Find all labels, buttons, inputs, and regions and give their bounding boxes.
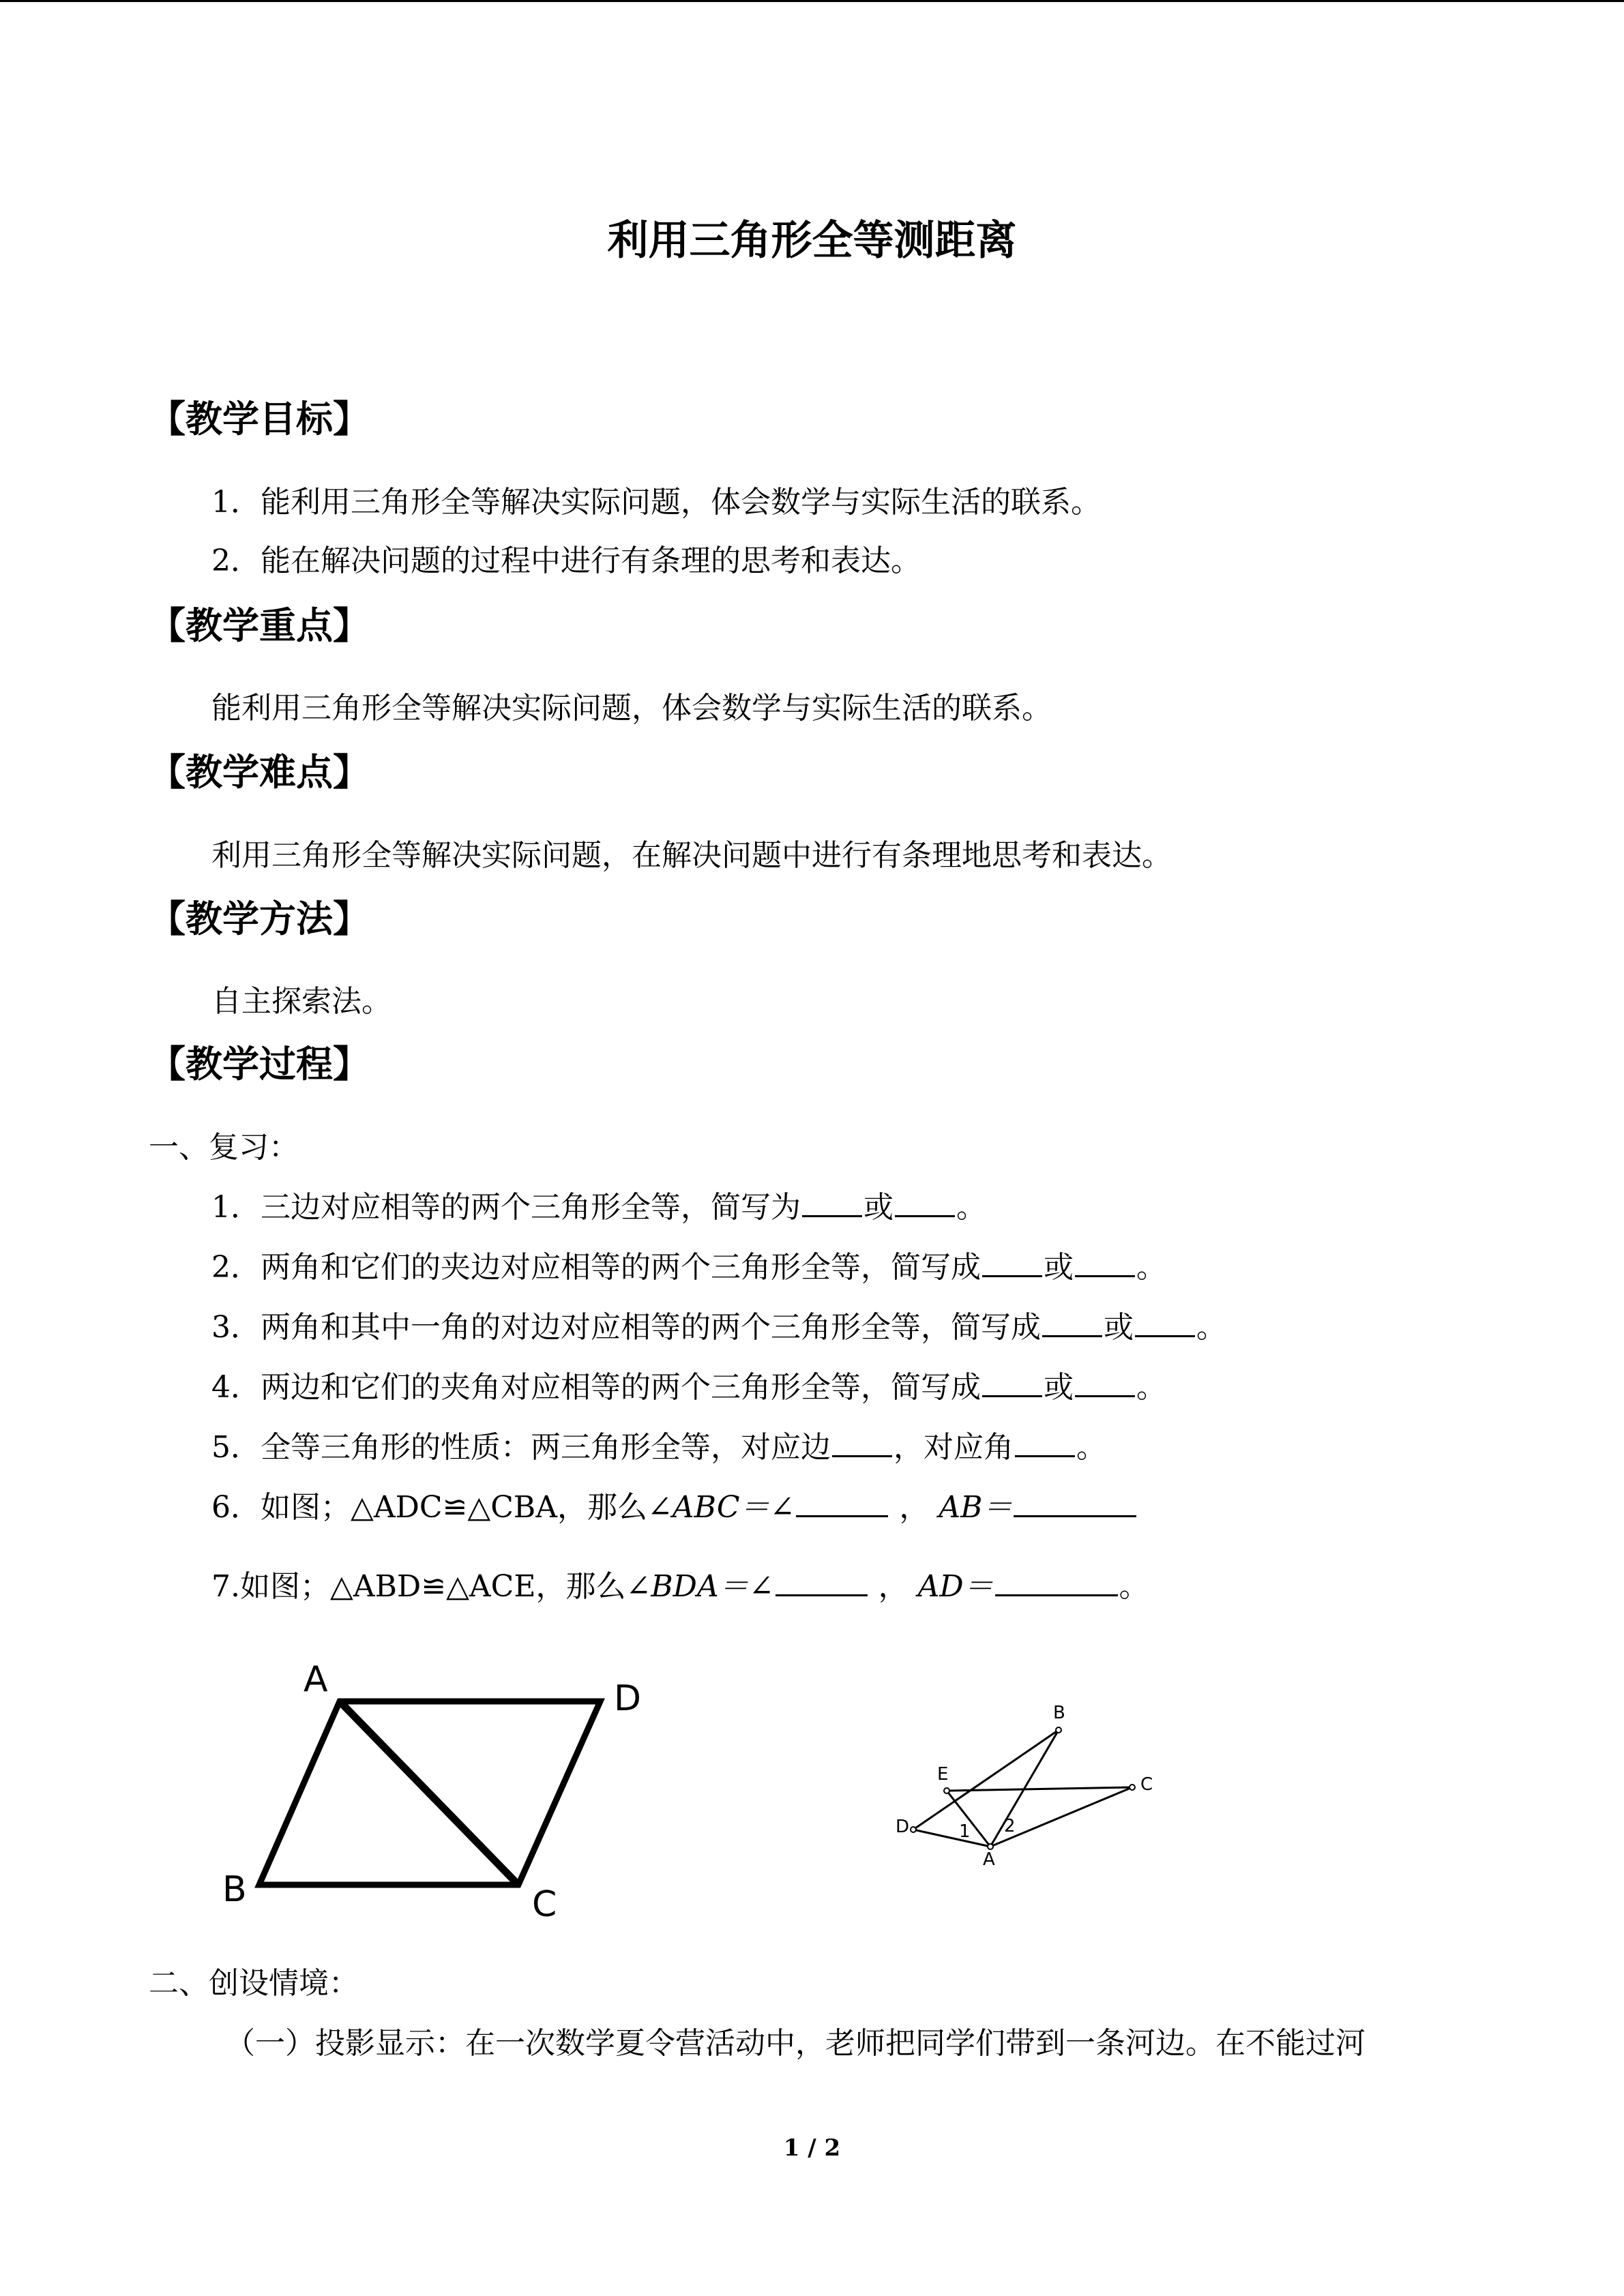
review-question-3 xyxy=(211,1302,1226,1346)
heading-method: 【教学方法】 xyxy=(149,897,370,940)
q5-end: 。 xyxy=(1076,1430,1106,1465)
answer-blank[interactable] xyxy=(832,1428,892,1457)
q2-end: 。 xyxy=(1136,1250,1166,1285)
point-d xyxy=(911,1827,916,1832)
answer-blank[interactable] xyxy=(895,1188,955,1217)
label-c: C xyxy=(1140,1774,1153,1795)
answer-blank[interactable] xyxy=(1075,1248,1135,1277)
review-question-7 xyxy=(211,1562,1149,1605)
answer-blank[interactable] xyxy=(982,1368,1042,1397)
q7-end: 。 xyxy=(1119,1569,1149,1604)
q2-text: 2．两角和它们的夹边对应相等的两个三角形全等，简写成 xyxy=(211,1250,981,1285)
label-a: A xyxy=(983,1849,995,1870)
angle-label-2: 2 xyxy=(1004,1816,1016,1836)
label-d: D xyxy=(896,1817,910,1837)
answer-blank[interactable] xyxy=(1014,1488,1136,1517)
goal-1: 1．能利用三角形全等解决实际问题，体会数学与实际生活的联系。 xyxy=(211,485,1101,520)
q3-text: 3．两角和其中一角的对边对应相等的两个三角形全等，简写成 xyxy=(211,1310,1041,1345)
q5-text: 5．全等三角形的性质：两三角形全等，对应边 xyxy=(211,1430,831,1465)
heading-process: 【教学过程】 xyxy=(149,1043,370,1086)
segment-bd xyxy=(913,1730,1059,1830)
diagonal-ac xyxy=(340,1701,518,1885)
q7-text: 7.如图；△ABD≌△ACE，那么 xyxy=(211,1569,626,1604)
q7-expression: ∠BDA＝∠ xyxy=(625,1569,774,1604)
point-c xyxy=(1130,1785,1135,1790)
answer-blank[interactable] xyxy=(982,1248,1042,1277)
q6-expression-2: AB＝ xyxy=(939,1490,1013,1525)
triangles-figure xyxy=(887,1698,1173,1875)
q1-end: 。 xyxy=(956,1190,986,1225)
heading-goals: 【教学目标】 xyxy=(149,398,370,441)
q4-text: 4．两边和它们的夹角对应相等的两个三角形全等，简写成 xyxy=(211,1370,981,1405)
label-b: B xyxy=(1053,1703,1065,1723)
situation-heading: 二、创设情境： xyxy=(149,1966,359,2001)
goal-2: 2．能在解决问题的过程中进行有条理的思考和表达。 xyxy=(211,543,921,578)
q4-or: 或 xyxy=(1044,1370,1074,1405)
page-number: 1 / 2 xyxy=(783,2134,841,2162)
answer-blank[interactable] xyxy=(1042,1308,1102,1337)
q3-or: 或 xyxy=(1104,1310,1134,1345)
answer-blank[interactable] xyxy=(776,1567,868,1596)
review-question-1 xyxy=(211,1182,986,1226)
q6-expression: ∠ABC＝∠ xyxy=(647,1490,795,1525)
review-question-2 xyxy=(211,1242,1166,1286)
difficulty-text: 利用三角形全等解决实际问题，在解决问题中进行有条理地思考和表达。 xyxy=(211,838,1172,873)
review-question-6 xyxy=(211,1482,1138,1526)
answer-blank[interactable] xyxy=(1075,1368,1135,1397)
parallelogram-figure xyxy=(218,1664,655,1923)
heading-key: 【教学重点】 xyxy=(149,604,370,647)
label-c: C xyxy=(532,1884,557,1923)
point-e xyxy=(944,1788,949,1793)
page-title: 利用三角形全等测距离 xyxy=(607,217,1017,265)
label-b: B xyxy=(222,1869,247,1910)
angle-label-1: 1 xyxy=(959,1821,971,1842)
label-a: A xyxy=(304,1664,328,1700)
point-b xyxy=(1056,1727,1061,1733)
q7-comma: ， xyxy=(878,1569,909,1604)
answer-blank[interactable] xyxy=(1015,1428,1075,1457)
q5-mid: ，对应角 xyxy=(894,1430,1014,1465)
q6-text: 6．如图；△ADC≌△CBA，那么 xyxy=(211,1490,648,1525)
q6-comma: ， xyxy=(899,1490,930,1525)
label-e: E xyxy=(937,1764,949,1785)
method-text: 自主探索法。 xyxy=(211,984,392,1019)
q2-or: 或 xyxy=(1044,1250,1074,1285)
key-text: 能利用三角形全等解决实际问题，体会数学与实际生活的联系。 xyxy=(211,691,1052,726)
situation-text: （一）投影显示：在一次数学夏令营活动中，老师把同学们带到一条河边。在不能过河 xyxy=(225,2026,1365,2061)
point-a xyxy=(988,1844,993,1849)
answer-blank[interactable] xyxy=(796,1488,888,1517)
answer-blank[interactable] xyxy=(995,1567,1118,1596)
review-question-4 xyxy=(211,1362,1166,1406)
q1-or: 或 xyxy=(863,1190,894,1225)
label-d: D xyxy=(614,1678,642,1719)
answer-blank[interactable] xyxy=(802,1188,862,1217)
q1-text: 1．三边对应相等的两个三角形全等，简写为 xyxy=(211,1190,801,1225)
q3-end: 。 xyxy=(1196,1310,1226,1345)
q4-end: 。 xyxy=(1136,1370,1166,1405)
review-question-5 xyxy=(211,1422,1106,1466)
q7-expression-2: AD＝ xyxy=(917,1569,994,1604)
heading-difficulty: 【教学难点】 xyxy=(149,751,370,794)
top-border xyxy=(0,0,1624,2)
answer-blank[interactable] xyxy=(1135,1308,1195,1337)
review-heading: 一、复习： xyxy=(149,1130,299,1165)
